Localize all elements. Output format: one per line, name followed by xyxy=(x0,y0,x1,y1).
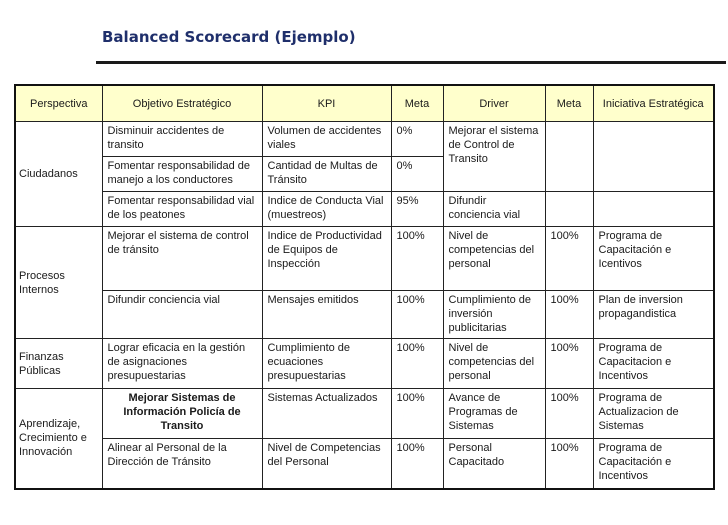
meta-driver-cell: 100% xyxy=(545,439,593,489)
objetivo-cell: Mejorar el sistema de control de tránsito xyxy=(102,227,262,291)
table-row xyxy=(15,291,714,339)
meta-driver-cell: 100% xyxy=(545,227,593,291)
header-perspectiva: Perspectiva xyxy=(15,85,102,122)
header-meta-driver: Meta xyxy=(545,85,593,122)
balanced-scorecard-table xyxy=(14,84,715,490)
perspective-aprendizaje: Aprendizaje, Crecimiento e Innovación xyxy=(15,389,102,489)
meta-cell: 100% xyxy=(391,339,443,389)
page-title: Balanced Scorecard (Ejemplo) xyxy=(102,28,356,46)
objetivo-cell: Fomentar responsabilidad vial de los peatones xyxy=(102,192,262,227)
perspective-finanzas: Finanzas Públicas xyxy=(15,339,102,389)
iniciativa-cell xyxy=(593,122,714,192)
meta-driver-cell xyxy=(545,192,593,227)
meta-cell: 100% xyxy=(391,291,443,339)
objetivo-cell: Difundir conciencia vial xyxy=(102,291,262,339)
header-driver: Driver xyxy=(443,85,545,122)
meta-driver-cell: 100% xyxy=(545,389,593,439)
perspective-ciudadanos: Ciudadanos xyxy=(15,122,102,227)
iniciativa-cell: Programa de Capacitacion e Incentivos xyxy=(593,339,714,389)
objetivo-cell: Alinear al Personal de la Dirección de Tránsito xyxy=(102,439,262,489)
kpi-cell: Volumen de accidentes viales xyxy=(262,122,391,157)
kpi-cell: Indice de Productividad de Equipos de Inspección xyxy=(262,227,391,291)
objetivo-cell: Lograr eficacia en la gestión de asignaciones presupuestarias xyxy=(102,339,262,389)
objetivo-cell: Disminuir accidentes de transito xyxy=(102,122,262,157)
iniciativa-cell: Programa de Actualizacion de Sistemas xyxy=(593,389,714,439)
table-row xyxy=(15,122,714,157)
driver-cell: Avance de Programas de Sistemas xyxy=(443,389,545,439)
header-kpi: KPI xyxy=(262,85,391,122)
driver-cell: Nivel de competencias del personal xyxy=(443,339,545,389)
meta-cell: 95% xyxy=(391,192,443,227)
objetivo-cell: Mejorar Sistemas de Información Policía de Transito xyxy=(102,389,262,439)
meta-cell: 0% xyxy=(391,122,443,157)
driver-cell: Personal Capacitado xyxy=(443,439,545,489)
meta-cell: 100% xyxy=(391,439,443,489)
table-row xyxy=(15,192,714,227)
kpi-cell: Cumplimiento de ecuaciones presupuestarias xyxy=(262,339,391,389)
header-objetivo: Objetivo Estratégico xyxy=(102,85,262,122)
meta-driver-cell: 100% xyxy=(545,291,593,339)
kpi-cell: Mensajes emitidos xyxy=(262,291,391,339)
meta-cell: 100% xyxy=(391,227,443,291)
kpi-cell: Sistemas Actualizados xyxy=(262,389,391,439)
table-row xyxy=(15,389,714,439)
header-meta: Meta xyxy=(391,85,443,122)
header-row xyxy=(15,85,714,122)
kpi-cell: Indice de Conducta Vial (muestreos) xyxy=(262,192,391,227)
table-row xyxy=(15,339,714,389)
iniciativa-cell: Plan de inversion propagandistica xyxy=(593,291,714,339)
driver-cell: Mejorar el sistema de Control de Transito xyxy=(443,122,545,192)
header-iniciativa: Iniciativa Estratégica xyxy=(593,85,714,122)
iniciativa-cell: Programa de Capacitación e Incentivos xyxy=(593,439,714,489)
table-row xyxy=(15,439,714,489)
table-row xyxy=(15,227,714,291)
driver-cell: Difundir conciencia vial xyxy=(443,192,545,227)
meta-driver-cell: 100% xyxy=(545,339,593,389)
meta-driver-cell xyxy=(545,122,593,192)
title-divider xyxy=(96,61,726,64)
driver-cell: Cumplimiento de inversión publicitarias xyxy=(443,291,545,339)
objetivo-cell: Fomentar responsabilidad de manejo a los conductores xyxy=(102,157,262,192)
iniciativa-cell xyxy=(593,192,714,227)
meta-cell: 100% xyxy=(391,389,443,439)
driver-cell: Nivel de competencias del personal xyxy=(443,227,545,291)
meta-cell: 0% xyxy=(391,157,443,192)
iniciativa-cell: Programa de Capacitación e Icentivos xyxy=(593,227,714,291)
perspective-procesos: Procesos Internos xyxy=(15,227,102,339)
kpi-cell: Cantidad de Multas de Tránsito xyxy=(262,157,391,192)
kpi-cell: Nivel de Competencias del Personal xyxy=(262,439,391,489)
